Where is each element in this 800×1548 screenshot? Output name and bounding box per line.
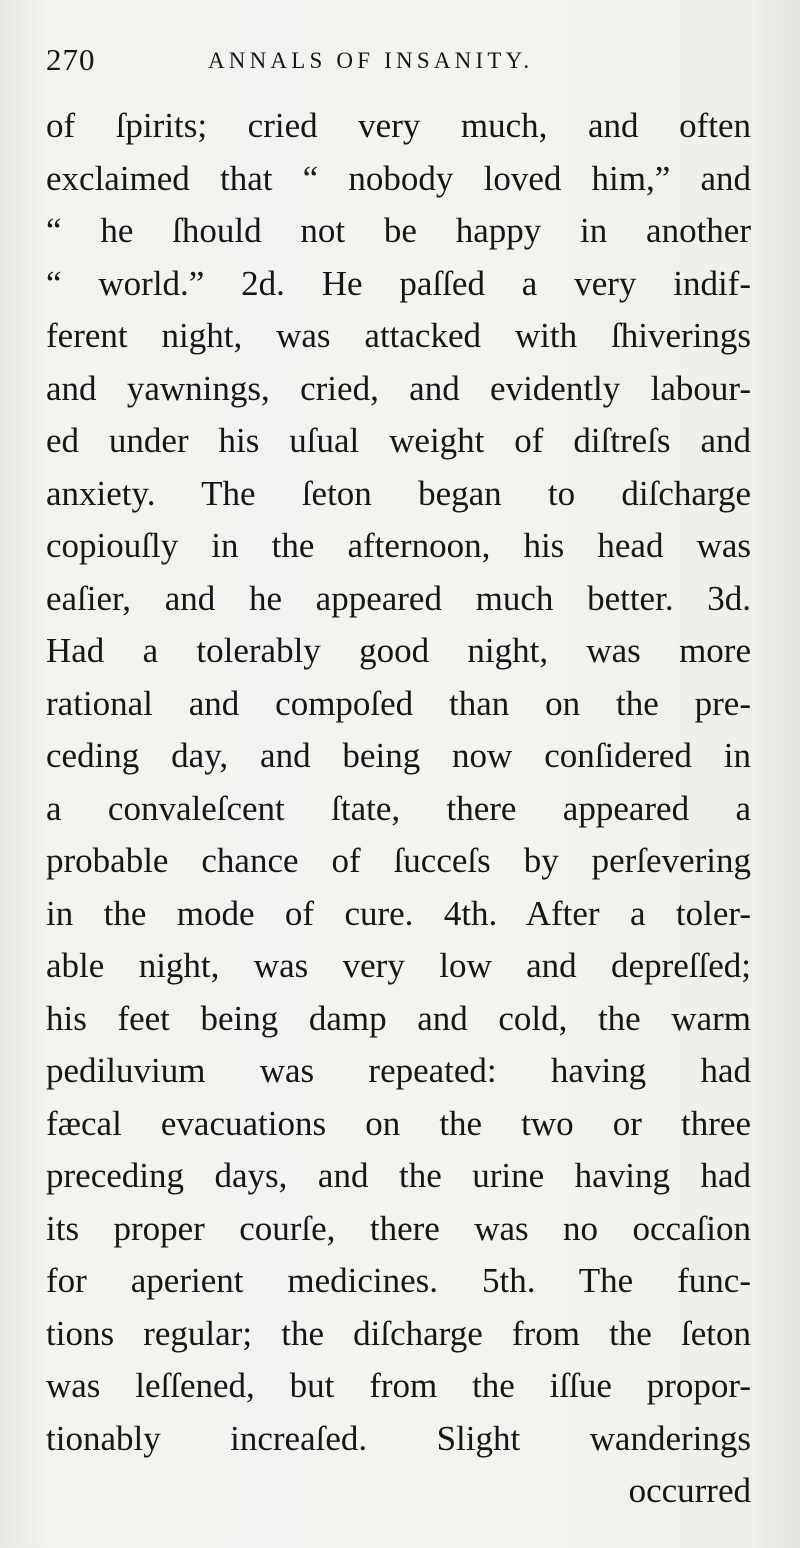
text-line: copiouſly in the afternoon, his head was: [46, 526, 751, 565]
text-line: rational and compoſed than on the pre-: [46, 683, 751, 723]
page-number: 270: [46, 42, 96, 77]
text-line: preceding days, and the urine having had: [46, 1156, 751, 1195]
text-line: ferent night, was attacked with ſhiverings: [46, 316, 751, 355]
text-line: fæcal evacuations on the two or three: [46, 1103, 751, 1143]
text-line: ed under his uſual weight of diſtreſs and: [46, 421, 751, 460]
text-line: probable chance of ſucceſs by perſevering: [46, 841, 751, 880]
text-line: “ world.” 2d. He paſſed a very indif-: [46, 263, 751, 303]
text-line: and yawnings, cried, and evidently labour-: [46, 368, 751, 408]
text-line: a convaleſcent ſtate, there appeared a: [46, 788, 751, 828]
text-line: its proper courſe, there was no occaſion: [46, 1208, 751, 1248]
text-line: of ſpirits; cried very much, and often: [46, 106, 751, 145]
body-text: [46, 100, 751, 1518]
page-header: [46, 42, 750, 82]
text-line: was leſſened, but from the iſſue propor-: [46, 1366, 751, 1405]
catchword: occurred: [628, 1471, 751, 1510]
text-line: “ he ſhould not be happy in another: [46, 211, 751, 250]
text-line: ceding day, and being now conſidered in: [46, 736, 751, 775]
text-line: eaſier, and he appeared much better. 3d.: [46, 578, 751, 618]
text-line: tions regular; the diſcharge from the ſeton: [46, 1313, 751, 1353]
text-line: Had a tolerably good night, was more: [46, 631, 751, 670]
text-line: anxiety. The ſeton began to diſcharge: [46, 473, 751, 513]
text-line: able night, was very low and depreſſed;: [46, 946, 751, 985]
text-line: his feet being damp and cold, the warm: [46, 998, 751, 1038]
text-line: pediluvium was repeated: having had: [46, 1051, 751, 1090]
text-line: tionably increaſed. Slight wanderings: [46, 1418, 751, 1458]
text-line: in the mode of cure. 4th. After a toler-: [46, 893, 751, 933]
text-line: for aperient medicines. 5th. The func-: [46, 1261, 751, 1300]
running-title: ANNALS OF INSANITY.: [208, 48, 534, 73]
text-line: exclaimed that “ nobody loved him,” and: [46, 158, 751, 198]
